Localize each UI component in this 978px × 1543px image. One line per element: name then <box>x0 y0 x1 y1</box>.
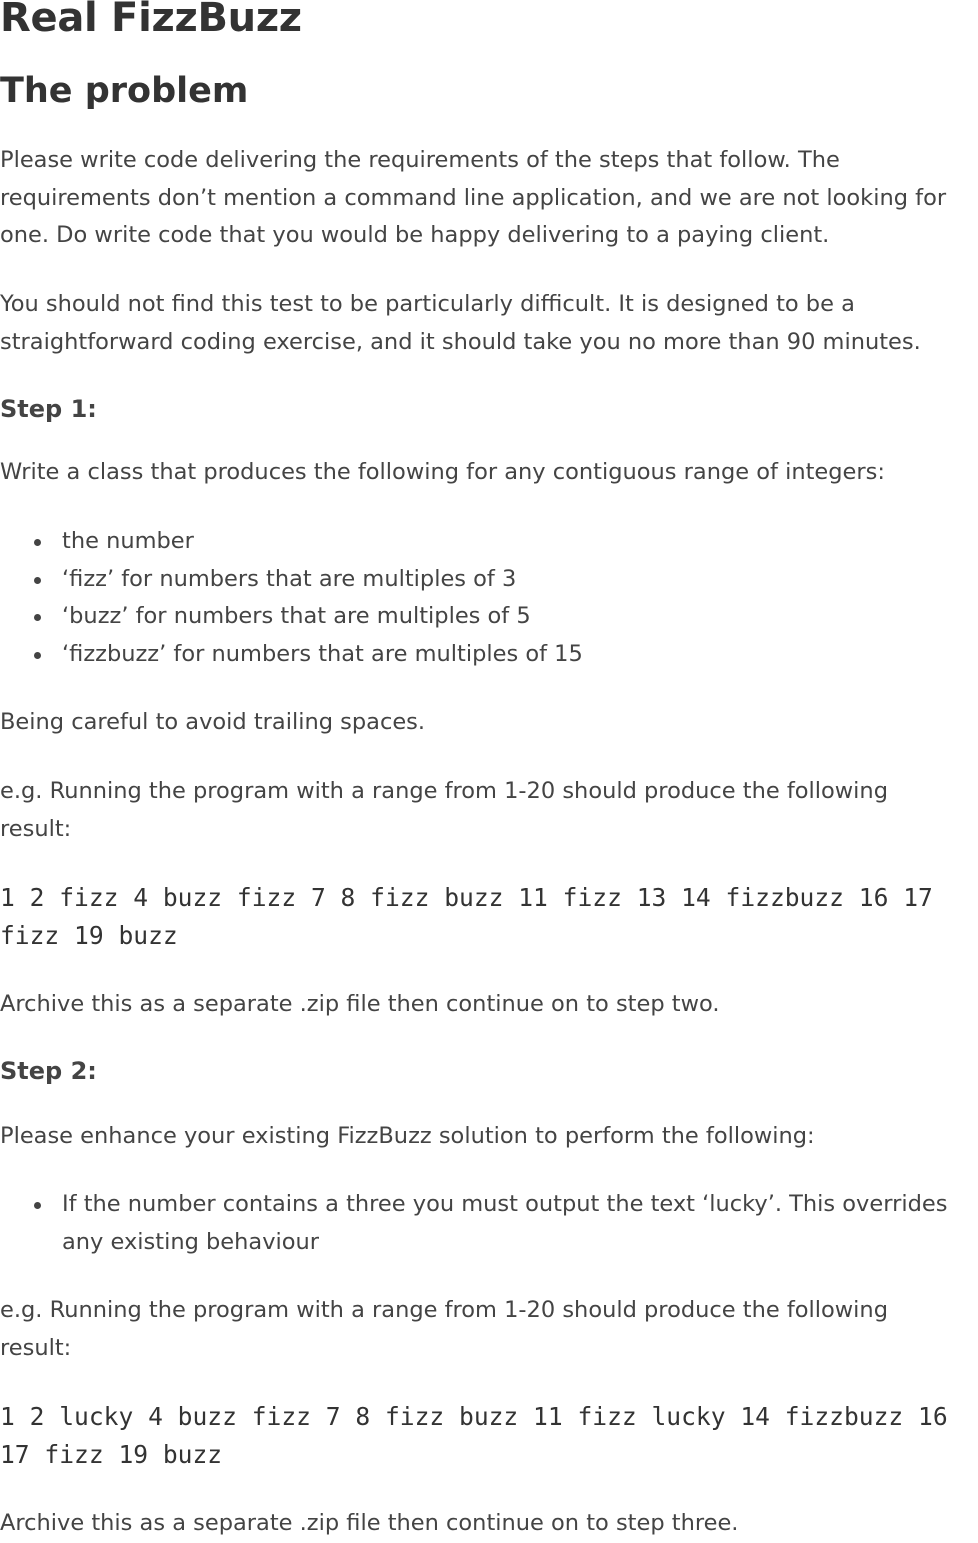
bullet-icon <box>34 1202 41 1209</box>
list-item-text: If the number contains a three you must output the text ‘lucky’. This overrides any existing behaviour <box>62 1191 948 1255</box>
step-2-example-intro: e.g. Running the program with a range from 1-20 should produce the following result: <box>0 1297 888 1361</box>
bullet-icon <box>34 577 41 584</box>
problem-heading: The problem <box>0 71 249 111</box>
list-item <box>0 636 978 674</box>
list-item-text: the number <box>62 528 194 554</box>
step-1-example-intro: e.g. Running the program with a range from 1-20 should produce the following result: <box>0 778 888 842</box>
step-2-rules-list <box>0 1186 978 1261</box>
step-2-example-output: 1 2 lucky 4 buzz fizz 7 8 fizz buzz 11 fizz lucky 14 fizzbuzz 16 17 fizz 19 buzz <box>0 1402 963 1470</box>
step-2-archive-note: Archive this as a separate .zip file then continue on to step three. <box>0 1510 739 1536</box>
list-item-text: ‘fizzbuzz’ for numbers that are multiples of 15 <box>62 640 583 667</box>
page-title: Real FizzBuzz <box>0 0 302 41</box>
step-2-heading: Step 2: <box>0 1057 97 1085</box>
bullet-icon <box>34 652 41 659</box>
problem-paragraph-2: You should not find this test to be particularly difficult. It is designed to be a straightforward coding exercise, and it should take you no more than 90 minutes. <box>0 291 921 355</box>
step-1-archive-note: Archive this as a separate .zip file then continue on to step two. <box>0 991 720 1017</box>
list-item <box>0 1186 978 1261</box>
list-item <box>0 598 978 636</box>
step-1-intro: Write a class that produces the following for any contiguous range of integers: <box>0 459 885 485</box>
bullet-icon <box>34 614 41 621</box>
step-1-note: Being careful to avoid trailing spaces. <box>0 709 426 735</box>
step-1-rules-list <box>0 523 978 673</box>
list-item <box>0 523 978 561</box>
list-item <box>0 561 978 599</box>
step-2-intro: Please enhance your existing FizzBuzz solution to perform the following: <box>0 1123 815 1149</box>
step-1-example-output: 1 2 fizz 4 buzz fizz 7 8 fizz buzz 11 fizz 13 14 fizzbuzz 16 17 fizz 19 buzz <box>0 883 948 951</box>
problem-paragraph-1: Please write code delivering the requirements of the steps that follow. The requirements don’t mention a command line application, and we are not looking for one. Do write code that you would be happy delivering to a paying client. <box>0 147 947 249</box>
bullet-icon <box>34 539 41 546</box>
list-item-text: ‘buzz’ for numbers that are multiples of 5 <box>62 603 531 630</box>
step-1-heading: Step 1: <box>0 395 97 423</box>
list-item-text: ‘fizz’ for numbers that are multiples of 3 <box>62 565 517 592</box>
